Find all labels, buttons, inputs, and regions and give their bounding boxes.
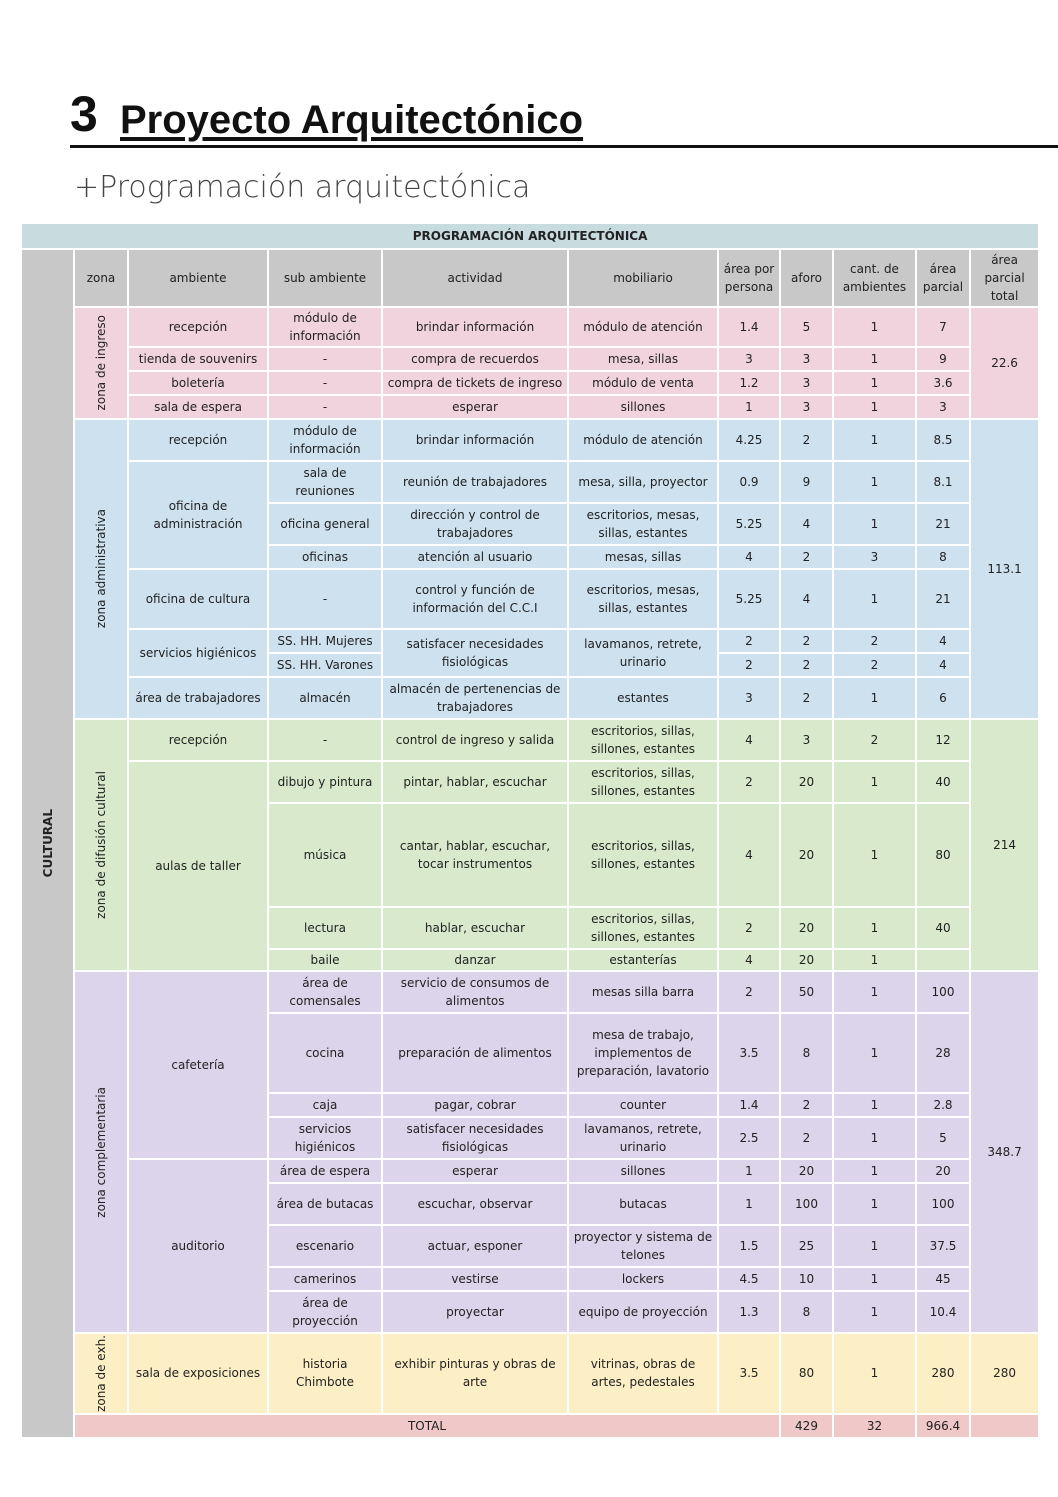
area-parcial-cell: 100 — [916, 1183, 970, 1225]
actividad-cell: servicio de consumos de alimentos — [382, 971, 568, 1013]
cant-cell: 1 — [833, 677, 916, 719]
mobiliario-cell: estantes — [568, 677, 718, 719]
table-row — [21, 307, 1039, 347]
aforo-cell: 3 — [780, 719, 833, 761]
zone-label-ingreso: zona de ingreso — [74, 307, 128, 419]
actividad-cell: proyectar — [382, 1291, 568, 1333]
col-header-actividad: actividad — [382, 249, 568, 307]
sub-ambiente-cell: - — [268, 569, 382, 629]
actividad-cell: cantar, hablar, escuchar, tocar instrumentos — [382, 803, 568, 907]
mobiliario-cell: lavamanos, retrete, urinario — [568, 629, 718, 677]
zone-total-complementaria: 348.7 — [970, 971, 1039, 1333]
section-title: Proyecto Arquitectónico — [120, 98, 584, 142]
ambiente-cell: recepción — [128, 307, 268, 347]
area-persona-cell: 3.5 — [718, 1013, 780, 1093]
sub-ambiente-cell: dibujo y pintura — [268, 761, 382, 803]
col-header-mobiliario: mobiliario — [568, 249, 718, 307]
mobiliario-cell: vitrinas, obras de artes, pedestales — [568, 1333, 718, 1414]
mobiliario-cell: escritorios, mesas, sillas, estantes — [568, 569, 718, 629]
area-persona-cell: 1.4 — [718, 1093, 780, 1117]
actividad-cell: pagar, cobrar — [382, 1093, 568, 1117]
col-header-zona: zona — [74, 249, 128, 307]
sub-ambiente-cell: cocina — [268, 1013, 382, 1093]
ambiente-cell: sala de exposiciones — [128, 1333, 268, 1414]
table-row — [21, 1333, 1039, 1414]
aforo-cell: 2 — [780, 653, 833, 677]
col-header-aforo: aforo — [780, 249, 833, 307]
sub-ambiente-cell: - — [268, 347, 382, 371]
section-number: 3 — [70, 86, 98, 142]
table-row — [21, 677, 1039, 719]
area-parcial-cell: 28 — [916, 1013, 970, 1093]
mobiliario-cell: mesa, sillas — [568, 347, 718, 371]
aforo-cell: 2 — [780, 1093, 833, 1117]
aforo-cell: 2 — [780, 545, 833, 569]
aforo-cell: 50 — [780, 971, 833, 1013]
zone-label-complementaria: zona complementaria — [74, 971, 128, 1333]
area-parcial-cell: 8 — [916, 545, 970, 569]
aforo-cell: 3 — [780, 395, 833, 419]
mobiliario-cell: módulo de venta — [568, 371, 718, 395]
actividad-cell: brindar información — [382, 307, 568, 347]
actividad-cell: escuchar, observar — [382, 1183, 568, 1225]
sub-ambiente-cell: área de proyección — [268, 1291, 382, 1333]
sub-ambiente-cell: lectura — [268, 907, 382, 949]
mobiliario-cell: equipo de proyección — [568, 1291, 718, 1333]
ambiente-cell: boletería — [128, 371, 268, 395]
aforo-cell: 100 — [780, 1183, 833, 1225]
area-persona-cell: 4.5 — [718, 1267, 780, 1291]
area-parcial-cell: 21 — [916, 569, 970, 629]
aforo-cell: 20 — [780, 907, 833, 949]
area-persona-cell: 1.2 — [718, 371, 780, 395]
sub-ambiente-cell: módulo de información — [268, 307, 382, 347]
total-label: TOTAL — [74, 1414, 780, 1438]
area-parcial-cell: 37.5 — [916, 1225, 970, 1267]
aforo-cell: 20 — [780, 949, 833, 971]
actividad-cell: satisfacer necesidades fisiológicas — [382, 1117, 568, 1159]
cant-cell: 1 — [833, 461, 916, 503]
aforo-cell: 2 — [780, 1117, 833, 1159]
section-subtitle: +Programación arquitectónica — [74, 170, 531, 205]
table-title: PROGRAMACIÓN ARQUITECTÓNICA — [21, 223, 1039, 249]
mobiliario-cell: mesas silla barra — [568, 971, 718, 1013]
aforo-cell: 3 — [780, 371, 833, 395]
cant-cell: 1 — [833, 971, 916, 1013]
area-persona-cell: 1 — [718, 1183, 780, 1225]
sub-ambiente-cell: - — [268, 395, 382, 419]
sub-ambiente-cell: SS. HH. Mujeres — [268, 629, 382, 653]
actividad-cell: control de ingreso y salida — [382, 719, 568, 761]
area-parcial-cell: 280 — [916, 1333, 970, 1414]
aforo-cell: 5 — [780, 307, 833, 347]
ambiente-cell: oficina de administración — [128, 461, 268, 569]
cant-cell: 1 — [833, 503, 916, 545]
aforo-cell: 20 — [780, 761, 833, 803]
total-empty — [970, 1414, 1039, 1438]
area-parcial-cell: 6 — [916, 677, 970, 719]
area-persona-cell: 2 — [718, 971, 780, 1013]
area-parcial-cell: 8.5 — [916, 419, 970, 461]
area-persona-cell: 5.25 — [718, 569, 780, 629]
ambiente-cell: área de trabajadores — [128, 677, 268, 719]
mobiliario-cell: escritorios, sillas, sillones, estantes — [568, 761, 718, 803]
table-row — [21, 629, 1039, 653]
aforo-cell: 3 — [780, 347, 833, 371]
area-persona-cell: 1.4 — [718, 307, 780, 347]
table-row — [21, 1159, 1039, 1183]
cant-cell: 1 — [833, 1013, 916, 1093]
sub-ambiente-cell: música — [268, 803, 382, 907]
sub-ambiente-cell: baile — [268, 949, 382, 971]
col-header-ambiente: ambiente — [128, 249, 268, 307]
area-persona-cell: 4 — [718, 949, 780, 971]
architectural-program-table — [20, 222, 1040, 1439]
aforo-cell: 2 — [780, 677, 833, 719]
mobiliario-cell: escritorios, sillas, sillones, estantes — [568, 803, 718, 907]
cant-cell: 1 — [833, 371, 916, 395]
area-parcial-cell: 12 — [916, 719, 970, 761]
mobiliario-cell: sillones — [568, 1159, 718, 1183]
aforo-cell: 4 — [780, 503, 833, 545]
zone-total-difusion: 214 — [970, 719, 1039, 971]
sub-ambiente-cell: sala de reuniones — [268, 461, 382, 503]
cant-cell: 1 — [833, 569, 916, 629]
ambiente-cell: recepción — [128, 719, 268, 761]
area-persona-cell: 4 — [718, 719, 780, 761]
area-parcial-cell: 80 — [916, 803, 970, 907]
table-row — [21, 569, 1039, 629]
actividad-cell: actuar, esponer — [382, 1225, 568, 1267]
sub-ambiente-cell: historia Chimbote — [268, 1333, 382, 1414]
mobiliario-cell: escritorios, sillas, sillones, estantes — [568, 907, 718, 949]
aforo-cell: 2 — [780, 629, 833, 653]
cant-cell: 1 — [833, 1291, 916, 1333]
ambiente-cell: auditorio — [128, 1159, 268, 1333]
sub-ambiente-cell: caja — [268, 1093, 382, 1117]
total-row — [21, 1414, 1039, 1438]
aforo-cell: 10 — [780, 1267, 833, 1291]
aforo-cell: 20 — [780, 803, 833, 907]
aforo-cell: 20 — [780, 1159, 833, 1183]
cant-cell: 1 — [833, 1093, 916, 1117]
area-persona-cell: 2 — [718, 907, 780, 949]
cant-cell: 1 — [833, 761, 916, 803]
sub-ambiente-cell: - — [268, 719, 382, 761]
cant-cell: 1 — [833, 307, 916, 347]
area-persona-cell: 3.5 — [718, 1333, 780, 1414]
actividad-cell: atención al usuario — [382, 545, 568, 569]
sub-ambiente-cell: almacén — [268, 677, 382, 719]
table-row — [21, 761, 1039, 803]
sub-ambiente-cell: área de butacas — [268, 1183, 382, 1225]
cant-cell: 2 — [833, 653, 916, 677]
area-parcial-cell: 20 — [916, 1159, 970, 1183]
actividad-cell: compra de recuerdos — [382, 347, 568, 371]
sub-ambiente-cell: módulo de información — [268, 419, 382, 461]
zone-label-admin: zona administrativa — [74, 419, 128, 719]
table-row — [21, 347, 1039, 371]
total-cant: 32 — [833, 1414, 916, 1438]
total-aforo: 429 — [780, 1414, 833, 1438]
area-persona-cell: 4 — [718, 803, 780, 907]
ambiente-cell: tienda de souvenirs — [128, 347, 268, 371]
ambiente-cell: cafetería — [128, 971, 268, 1159]
area-persona-cell: 0.9 — [718, 461, 780, 503]
actividad-cell: pintar, hablar, escuchar — [382, 761, 568, 803]
ambiente-cell: sala de espera — [128, 395, 268, 419]
area-persona-cell: 1.5 — [718, 1225, 780, 1267]
col-header-cant: cant. de ambientes — [833, 249, 916, 307]
area-persona-cell: 3 — [718, 677, 780, 719]
mobiliario-cell: módulo de atención — [568, 419, 718, 461]
area-persona-cell: 5.25 — [718, 503, 780, 545]
aforo-cell: 8 — [780, 1291, 833, 1333]
aforo-cell: 8 — [780, 1013, 833, 1093]
actividad-cell: esperar — [382, 395, 568, 419]
ambiente-cell: recepción — [128, 419, 268, 461]
cant-cell: 1 — [833, 1333, 916, 1414]
actividad-cell: satisfacer necesidades fisiológicas — [382, 629, 568, 677]
area-persona-cell: 3 — [718, 347, 780, 371]
sub-ambiente-cell: SS. HH. Varones — [268, 653, 382, 677]
ambiente-cell: oficina de cultura — [128, 569, 268, 629]
mobiliario-cell: mesas, sillas — [568, 545, 718, 569]
area-persona-cell: 1 — [718, 395, 780, 419]
sub-ambiente-cell: servicios higiénicos — [268, 1117, 382, 1159]
cultural-side-label: CULTURAL — [21, 249, 74, 1438]
aforo-cell: 80 — [780, 1333, 833, 1414]
area-persona-cell: 1 — [718, 1159, 780, 1183]
cant-cell: 2 — [833, 719, 916, 761]
zone-total-exhibicion: 280 — [970, 1333, 1039, 1414]
col-header-area-persona: área por persona — [718, 249, 780, 307]
cant-cell: 1 — [833, 419, 916, 461]
sub-ambiente-cell: área de espera — [268, 1159, 382, 1183]
col-header-sub-ambiente: sub ambiente — [268, 249, 382, 307]
actividad-cell: compra de tickets de ingreso — [382, 371, 568, 395]
mobiliario-cell: sillones — [568, 395, 718, 419]
mobiliario-cell: counter — [568, 1093, 718, 1117]
cant-cell: 1 — [833, 1225, 916, 1267]
actividad-cell: danzar — [382, 949, 568, 971]
area-persona-cell: 4 — [718, 545, 780, 569]
cant-cell: 1 — [833, 347, 916, 371]
table-row — [21, 395, 1039, 419]
actividad-cell: brindar información — [382, 419, 568, 461]
area-parcial-cell: 4 — [916, 653, 970, 677]
aforo-cell: 2 — [780, 419, 833, 461]
mobiliario-cell: mesa, silla, proyector — [568, 461, 718, 503]
cant-cell: 1 — [833, 1117, 916, 1159]
area-parcial-cell: 5 — [916, 1117, 970, 1159]
zone-total-admin: 113.1 — [970, 419, 1039, 719]
sub-ambiente-cell: camerinos — [268, 1267, 382, 1291]
table-row — [21, 371, 1039, 395]
ambiente-cell: servicios higiénicos — [128, 629, 268, 677]
col-header-area-total: área parcial total — [970, 249, 1039, 307]
area-parcial-cell: 8.1 — [916, 461, 970, 503]
actividad-cell: control y función de información del C.C.I — [382, 569, 568, 629]
table-row — [21, 461, 1039, 503]
actividad-cell: hablar, escuchar — [382, 907, 568, 949]
actividad-cell: esperar — [382, 1159, 568, 1183]
mobiliario-cell: mesa de trabajo, implementos de preparación, lavatorio — [568, 1013, 718, 1093]
actividad-cell: vestirse — [382, 1267, 568, 1291]
col-header-area-parcial: área parcial — [916, 249, 970, 307]
area-parcial-cell: 21 — [916, 503, 970, 545]
actividad-cell: almacén de pertenencias de trabajadores — [382, 677, 568, 719]
aforo-cell: 25 — [780, 1225, 833, 1267]
mobiliario-cell: lockers — [568, 1267, 718, 1291]
cant-cell: 3 — [833, 545, 916, 569]
cant-cell: 1 — [833, 1267, 916, 1291]
cant-cell: 2 — [833, 629, 916, 653]
mobiliario-cell: módulo de atención — [568, 307, 718, 347]
section-header — [70, 80, 1058, 148]
mobiliario-cell: lavamanos, retrete, urinario — [568, 1117, 718, 1159]
zone-label-difusion: zona de difusión cultural — [74, 719, 128, 971]
area-parcial-cell: 100 — [916, 971, 970, 1013]
area-parcial-cell: 45 — [916, 1267, 970, 1291]
aforo-cell: 4 — [780, 569, 833, 629]
mobiliario-cell: proyector y sistema de telones — [568, 1225, 718, 1267]
area-parcial-cell: 7 — [916, 307, 970, 347]
area-persona-cell: 2.5 — [718, 1117, 780, 1159]
cant-cell: 1 — [833, 803, 916, 907]
area-parcial-cell: 40 — [916, 907, 970, 949]
table-row — [21, 419, 1039, 461]
aforo-cell: 9 — [780, 461, 833, 503]
sub-ambiente-cell: oficina general — [268, 503, 382, 545]
ambiente-cell: aulas de taller — [128, 761, 268, 971]
zone-label-exhibicion: zona de exh. — [74, 1333, 128, 1414]
sub-ambiente-cell: oficinas — [268, 545, 382, 569]
area-persona-cell: 2 — [718, 761, 780, 803]
area-parcial-cell: 9 — [916, 347, 970, 371]
area-parcial-cell: 40 — [916, 761, 970, 803]
actividad-cell: dirección y control de trabajadores — [382, 503, 568, 545]
table-row — [21, 719, 1039, 761]
actividad-cell: preparación de alimentos — [382, 1013, 568, 1093]
cant-cell: 1 — [833, 949, 916, 971]
table-row — [21, 971, 1039, 1013]
zone-total-ingreso: 22.6 — [970, 307, 1039, 419]
sub-ambiente-cell: área de comensales — [268, 971, 382, 1013]
sub-ambiente-cell: - — [268, 371, 382, 395]
area-parcial-cell — [916, 949, 970, 971]
mobiliario-cell: escritorios, sillas, sillones, estantes — [568, 719, 718, 761]
cant-cell: 1 — [833, 1183, 916, 1225]
area-parcial-cell: 2.8 — [916, 1093, 970, 1117]
mobiliario-cell: butacas — [568, 1183, 718, 1225]
mobiliario-cell: estanterías — [568, 949, 718, 971]
sub-ambiente-cell: escenario — [268, 1225, 382, 1267]
cant-cell: 1 — [833, 395, 916, 419]
actividad-cell: exhibir pinturas y obras de arte — [382, 1333, 568, 1414]
area-parcial-cell: 4 — [916, 629, 970, 653]
area-persona-cell: 1.3 — [718, 1291, 780, 1333]
area-persona-cell: 2 — [718, 629, 780, 653]
cant-cell: 1 — [833, 907, 916, 949]
area-parcial-cell: 10.4 — [916, 1291, 970, 1333]
area-parcial-cell: 3.6 — [916, 371, 970, 395]
actividad-cell: reunión de trabajadores — [382, 461, 568, 503]
total-area: 966.4 — [916, 1414, 970, 1438]
cant-cell: 1 — [833, 1159, 916, 1183]
mobiliario-cell: escritorios, mesas, sillas, estantes — [568, 503, 718, 545]
area-persona-cell: 4.25 — [718, 419, 780, 461]
area-persona-cell: 2 — [718, 653, 780, 677]
area-parcial-cell: 3 — [916, 395, 970, 419]
